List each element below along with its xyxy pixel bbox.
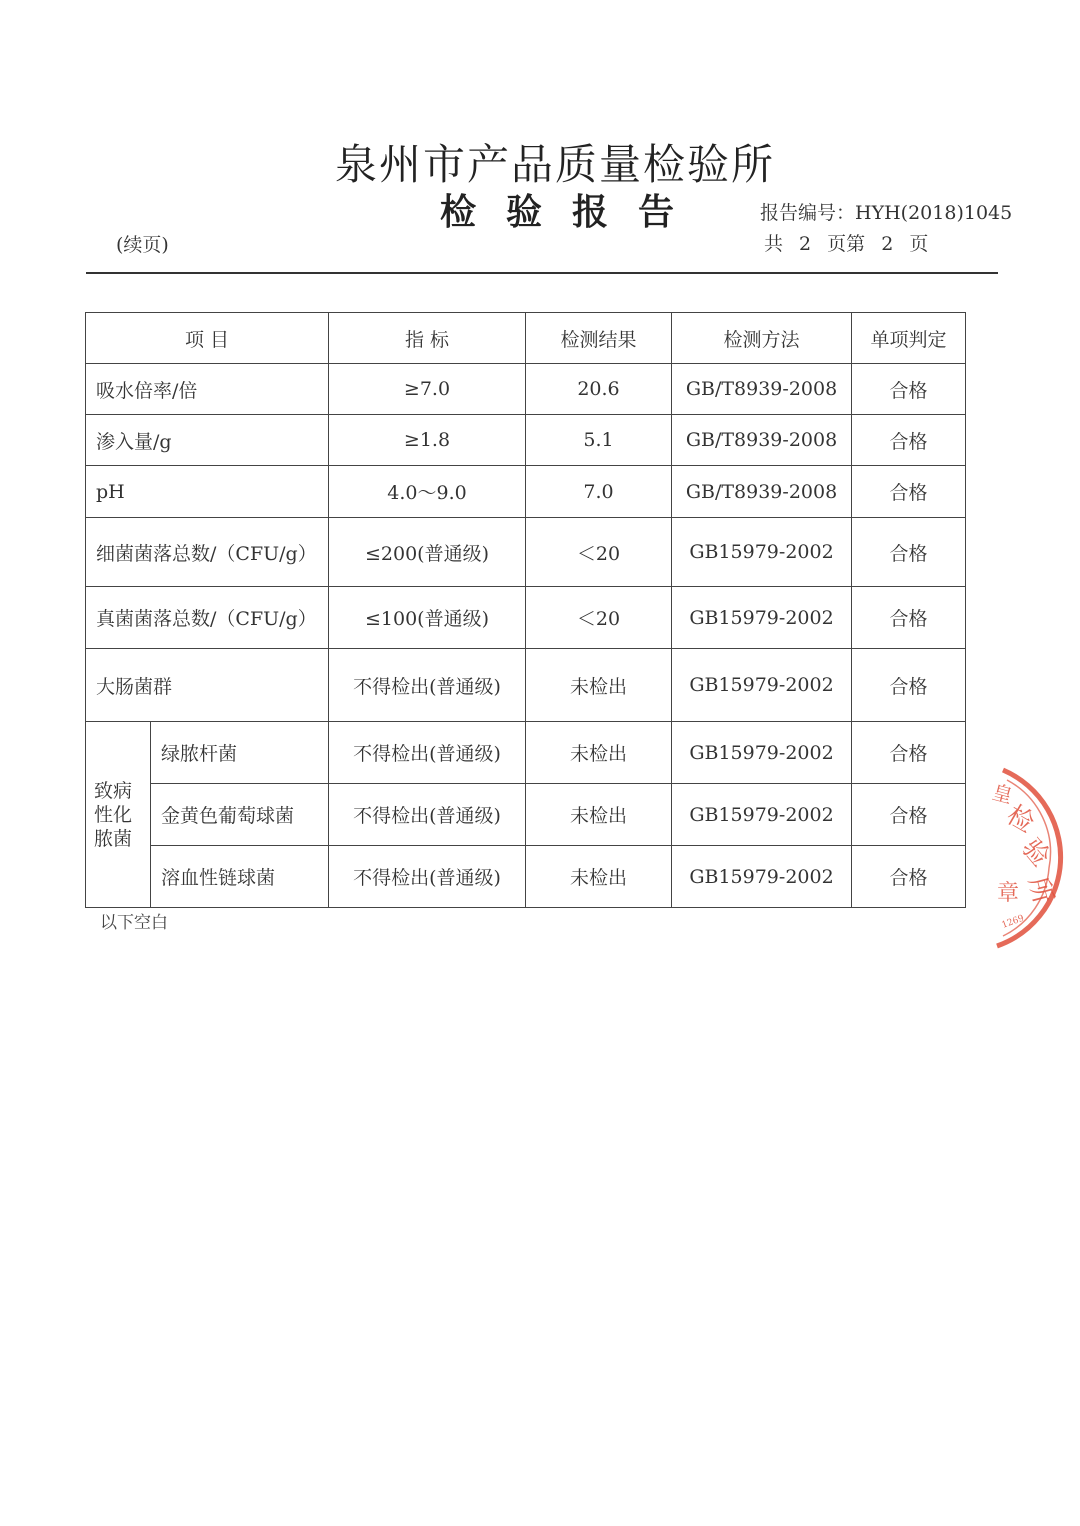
col-header-result: 检测结果 <box>526 313 672 364</box>
row-result: 20.6 <box>526 364 672 415</box>
row-index: 不得检出(普通级) <box>329 846 526 908</box>
row-index: ≤100(普通级) <box>329 587 526 649</box>
institute-title: 泉州市产品质量检验所 <box>334 140 775 189</box>
blank-below-note: 以下空白 <box>100 913 168 933</box>
row-result: ＜20 <box>526 518 672 587</box>
row-item: 吸水倍率/倍 <box>86 364 329 415</box>
row-judgment: 合格 <box>852 466 966 518</box>
row-item: 金黄色葡萄球菌 <box>151 784 329 846</box>
row-method: GB/T8939-2008 <box>672 364 852 415</box>
table-header-row <box>86 313 966 364</box>
table-row <box>86 722 966 784</box>
row-method: GB/T8939-2008 <box>672 466 852 518</box>
row-method: GB15979-2002 <box>672 784 852 846</box>
row-judgment: 合格 <box>852 784 966 846</box>
row-index: 4.0～9.0 <box>329 466 526 518</box>
row-judgment: 合格 <box>852 722 966 784</box>
table-row <box>86 364 966 415</box>
svg-text:章: 章 <box>997 881 1020 906</box>
row-index: ≥7.0 <box>329 364 526 415</box>
table-row <box>86 415 966 466</box>
continued-label: (续页) <box>116 234 169 256</box>
row-item: 细菌菌落总数/（CFU/g） <box>86 518 329 587</box>
report-number: 报告编号：HYH(2018)1045 <box>760 202 1013 224</box>
official-seal-stamp <box>985 758 1080 958</box>
row-result: 未检出 <box>526 846 672 908</box>
table-row <box>86 649 966 722</box>
row-index: 不得检出(普通级) <box>329 784 526 846</box>
row-judgment: 合格 <box>852 364 966 415</box>
row-index: 不得检出(普通级) <box>329 722 526 784</box>
row-result: 未检出 <box>526 784 672 846</box>
page-info: 共 2 页第 2 页 <box>764 233 929 255</box>
row-item: pH <box>86 466 329 518</box>
row-result: 5.1 <box>526 415 672 466</box>
table-row <box>86 587 966 649</box>
col-header-judgment: 单项判定 <box>852 313 966 364</box>
row-judgment: 合格 <box>852 649 966 722</box>
row-judgment: 合格 <box>852 587 966 649</box>
row-judgment: 合格 <box>852 415 966 466</box>
header-divider <box>86 272 998 274</box>
row-method: GB15979-2002 <box>672 518 852 587</box>
row-index: ≤200(普通级) <box>329 518 526 587</box>
row-judgment: 合格 <box>852 846 966 908</box>
row-result: 未检出 <box>526 649 672 722</box>
row-index: 不得检出(普通级) <box>329 649 526 722</box>
row-result: 未检出 <box>526 722 672 784</box>
col-header-item: 项 目 <box>86 313 329 364</box>
row-result: ＜20 <box>526 587 672 649</box>
row-method: GB15979-2002 <box>672 846 852 908</box>
row-item: 溶血性链球菌 <box>151 846 329 908</box>
row-method: GB15979-2002 <box>672 649 852 722</box>
pathogen-category-label: 致病性化脓菌 <box>94 779 133 850</box>
svg-text:1269: 1269 <box>1000 913 1026 931</box>
row-item: 绿脓杆菌 <box>151 722 329 784</box>
svg-text:所: 所 <box>1022 874 1058 907</box>
table-row <box>86 784 966 846</box>
col-header-method: 检测方法 <box>672 313 852 364</box>
row-item: 大肠菌群 <box>86 649 329 722</box>
pathogen-category-cell <box>86 722 151 908</box>
row-item: 真菌菌落总数/（CFU/g） <box>86 587 329 649</box>
table-row <box>86 518 966 587</box>
row-item: 渗入量/g <box>86 415 329 466</box>
row-judgment: 合格 <box>852 518 966 587</box>
row-index: ≥1.8 <box>329 415 526 466</box>
results-table <box>85 312 966 908</box>
row-method: GB15979-2002 <box>672 722 852 784</box>
table-row <box>86 846 966 908</box>
row-result: 7.0 <box>526 466 672 518</box>
table-row <box>86 466 966 518</box>
report-title: 检验报告 <box>440 191 705 233</box>
col-header-index: 指 标 <box>329 313 526 364</box>
row-method: GB/T8939-2008 <box>672 415 852 466</box>
svg-text:皇: 皇 <box>989 779 1016 809</box>
svg-text:验: 验 <box>1015 833 1056 873</box>
row-method: GB15979-2002 <box>672 587 852 649</box>
svg-text:检: 检 <box>1001 800 1040 840</box>
